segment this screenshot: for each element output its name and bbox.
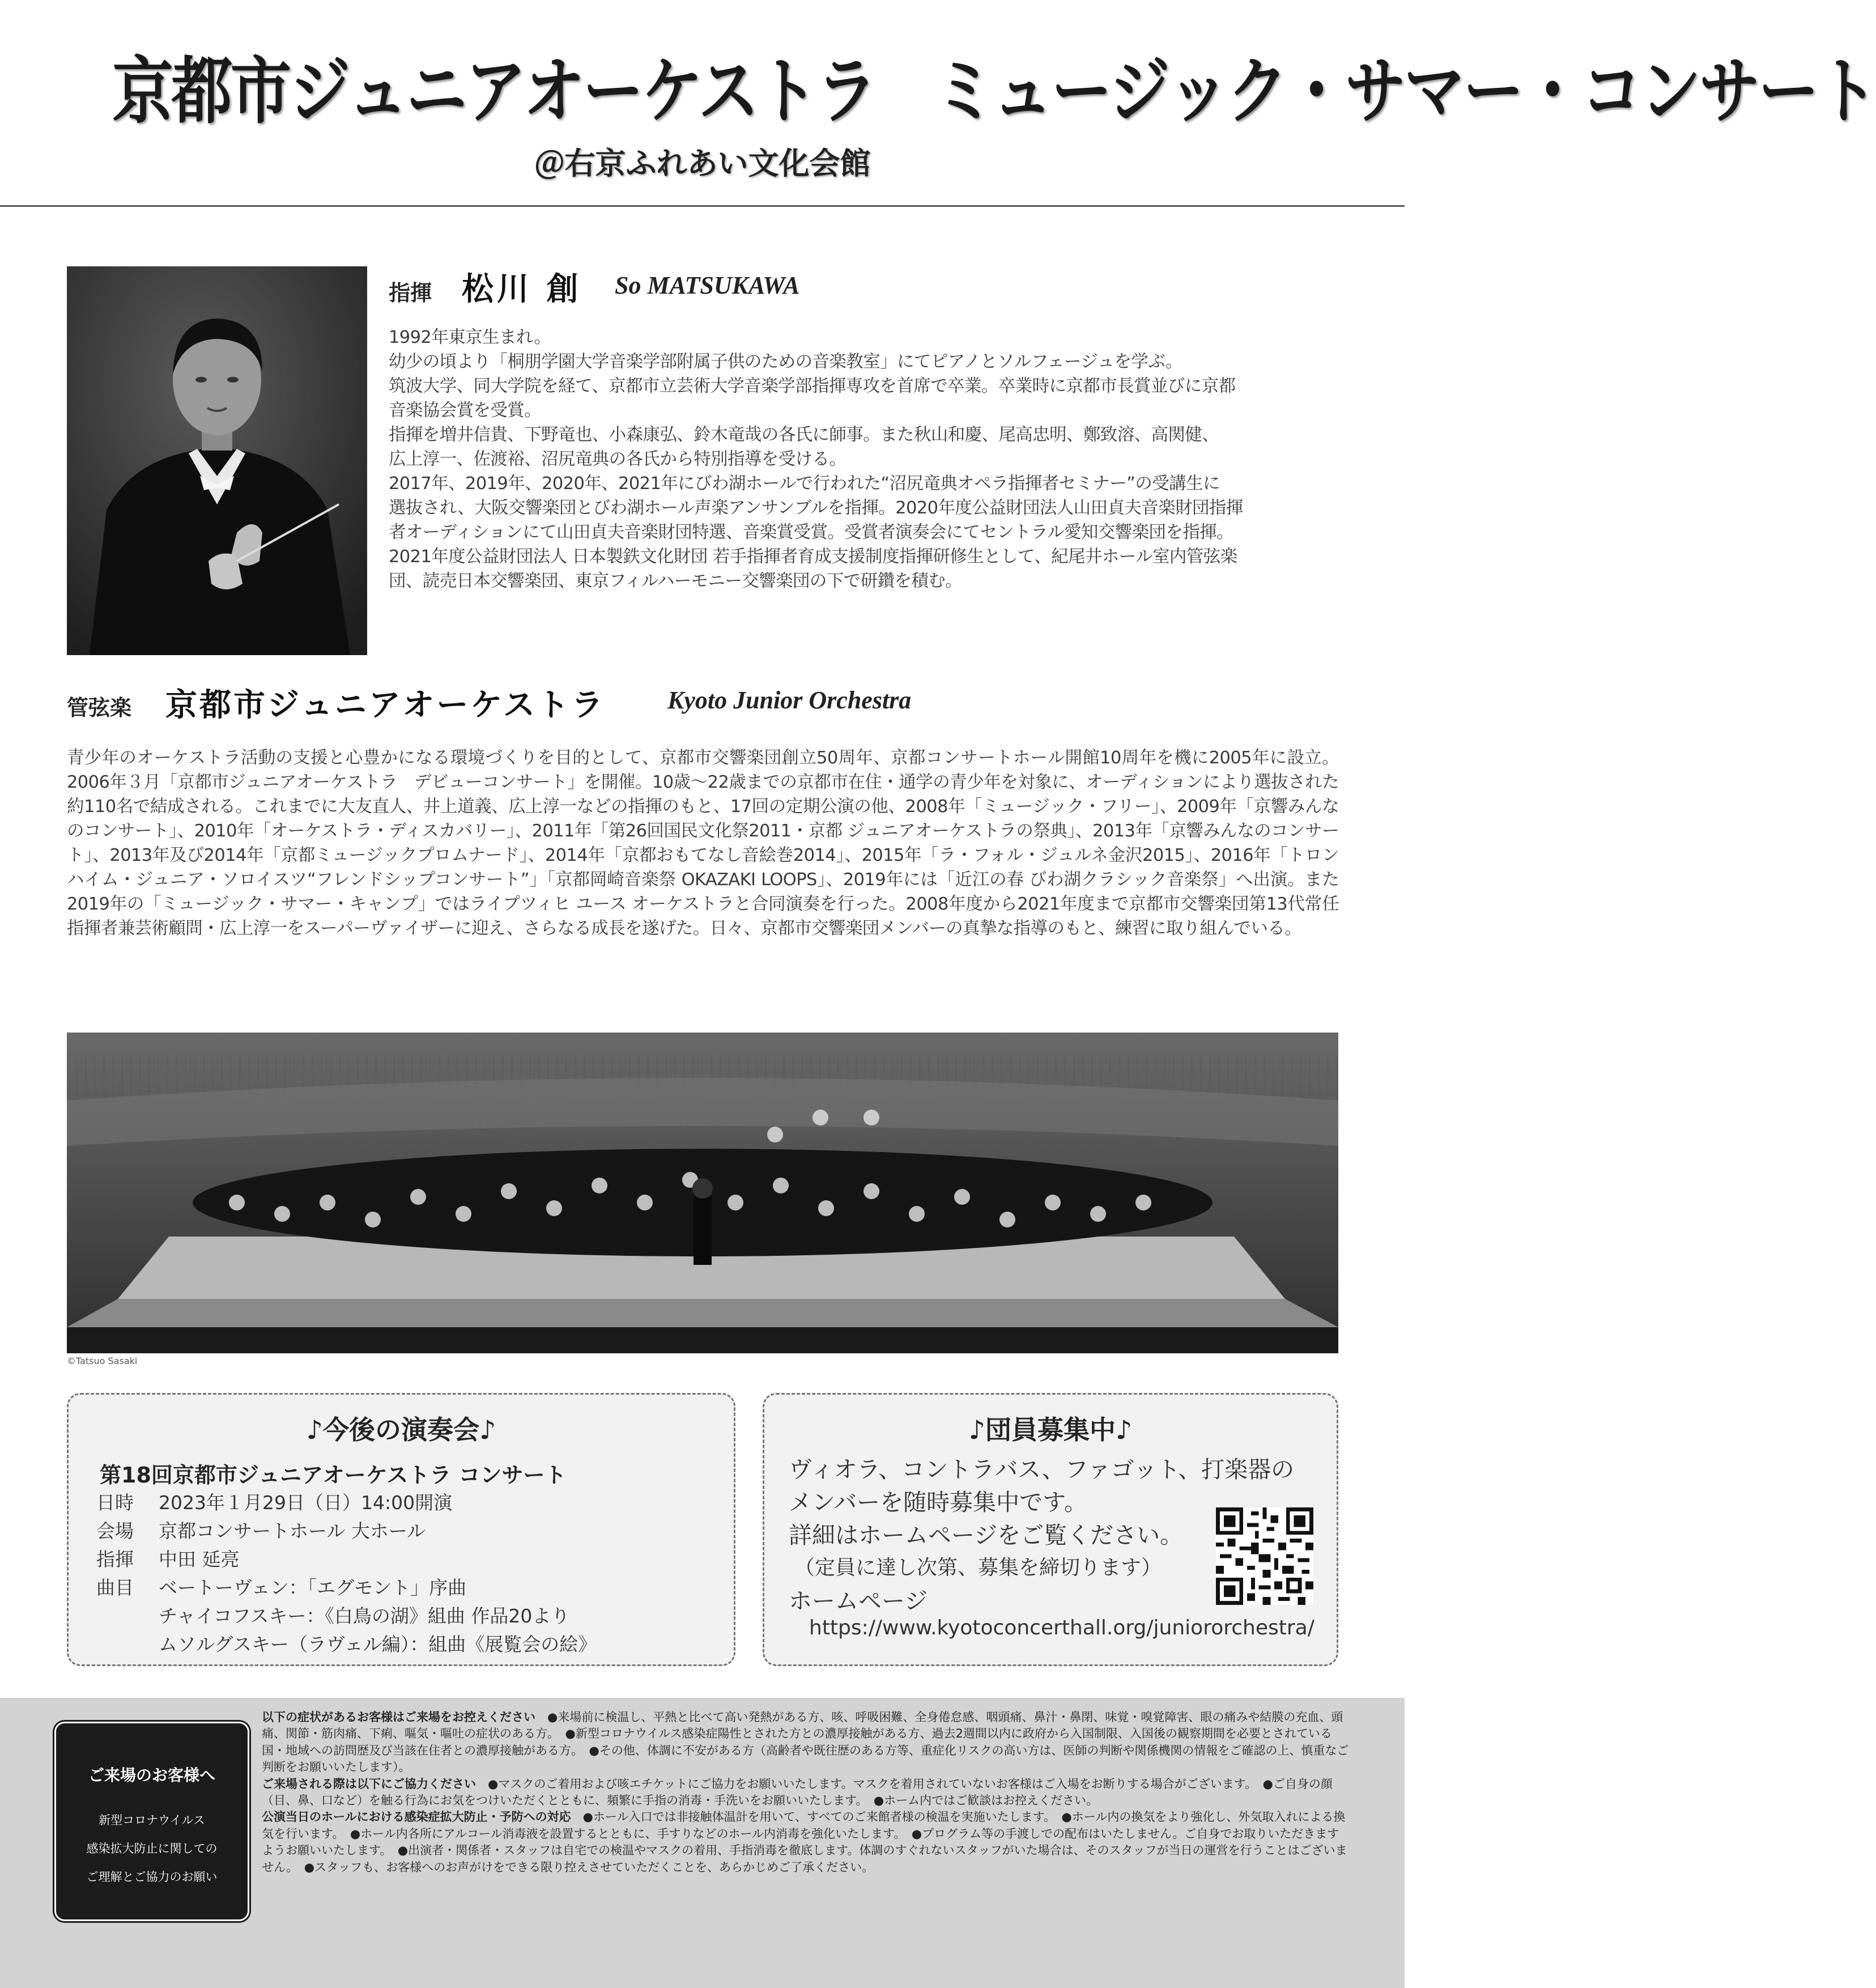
event-row-label: 曲目 [96, 1577, 134, 1599]
event-row-label: 指揮 [96, 1548, 134, 1570]
notice-heading: 以下の症状があるお客様はご来場をお控えください [262, 1710, 535, 1724]
event-row-date [96, 1488, 453, 1515]
notice-subtitle-line: 新型コロナウイルス [99, 1813, 205, 1827]
recruit-line: （定員に達し次第、募集を締切ります） [794, 1556, 1162, 1579]
notice-heading: 公演当日のホールにおける感染症拡大防止・予防への対応 [262, 1810, 571, 1824]
bio-line: 指揮を増井信貴、下野竜也、小森康弘、鈴木竜哉の各氏に師事。また秋山和慶、尾高忠明、鄭致溶、高関健、 [389, 425, 1219, 445]
notice-body: ●来場前に検温し、平熱と比べて高い発熱がある方、咳、呼吸困難、全身倦怠感、咽頭痛、鼻汁・鼻閉、味覚・嗅覚障害、眼の痛みや結膜の充血、頭痛、関節・筋肉痛、下痢、嘔気・嘔吐の症状のある方。 ●新型コロナウイルス感染症陽性とされた方との濃厚接触がある方、過去2週間以内に政府から入国制限、入国後の観察期間を必要とされている国・地域への訪問歴及び当該在住者との濃厚接触がある方。 ●その他、体調に不安がある方（高齢者や既往歴のある方等、重症化リスクの高い方は、医師の判断や関係機関の情報をご確認の上、慎重なご判断をお願いいたします）。 [262, 1710, 1349, 1774]
event-row-label: 日時 [96, 1492, 134, 1514]
qr-code-icon[interactable] [1216, 1507, 1313, 1605]
venue-subtitle: ＠右京ふれあい文化会館 [534, 146, 871, 181]
upcoming-heading: ♪今後の演奏会♪ [306, 1414, 496, 1445]
orchestra-description: 青少年のオーケストラ活動の支援と心豊かになる環境づくりを目的として、京都市交響楽団創立50周年、京都コンサートホール開館10周年を機に2005年に設立。2006年３月「京都市ジュニアオーケストラ デビューコンサート」を開催。10歳〜22歳までの京都市在住・通学の青少年を対象に、オーディションにより選抜された約110名で結成される。これまでに大友直人、井上道義、広上淳一などの指揮のもと、17回の定期公演の他、2008年「ミュージック・フリー」、2009年「京響みんなのコンサート」、2010年「オーケストラ・ディスカバリー」、2011年「第26回国民文化祭2011・京都 ジュニアオーケストラの祭典」、2013年「京響みんなのコンサート」、2013年及び2014年「京都ミュージックプロムナード」、2014年「京都おもてなし音絵巻2014」、2015年「ラ・フォル・ジュルネ金沢2015」、2016年「トロンハイム・ジュニア・ソロイスツ“フレンドシップコンサート”」「京都岡崎音楽祭 OKAZAKI LOOPS」、2019年には「近江の春 びわ湖クラシック音楽祭」へ出演。また2019年の「ミュージック・サマー・キャンプ」ではライプツィヒ ユース オーケストラと合同演奏を行った。2008年度から2021年度まで京都市交響楽団第13代常任指揮者兼芸術顧問・広上淳一をスーパーヴァイザーに迎え、さらなる成長を遂げた。日々、京都市交響楽団メンバーの真摯な指導のもと、練習に取り組んでいる。 [67, 748, 1339, 938]
conductor-photo [67, 266, 367, 655]
event-row-label: 会場 [96, 1520, 134, 1542]
conductor-role: 指揮 [389, 280, 432, 305]
notice-body: ●マスクのご着用および咳エチケットにご協力をお願いいたします。マスクを着用されていないお客様はご入場をお断りする場合がございます。 ●ご自身の顔（目、鼻、口など）を触る行為にお気をつけいただくとともに、頻繁に手指の消毒・手洗いをお願いいたします。 ●ホーム内ではご歓談はお控えください。 [262, 1777, 1333, 1808]
event-row-value: ムソルグスキー（ラヴェル編）：組曲《展覧会の絵》 [159, 1633, 597, 1655]
bio-line: 団、読売日本交響楽団、東京フィルハーモニー交響楽団の下で研鑽を積む。 [389, 571, 963, 591]
notice-subtitle [56, 1806, 248, 1891]
notice-title: ご来場のお客様へ [88, 1766, 215, 1785]
event-row-program [96, 1602, 570, 1627]
event-row-value: ベートーヴェン：「エグモント」序曲 [159, 1577, 467, 1599]
recruit-line: メンバーを随時募集中です。 [789, 1489, 1087, 1516]
conductor-bio [389, 325, 1346, 593]
notice-subtitle-line: ご理解とご協力のお願い [86, 1870, 218, 1884]
recruit-line: 詳細はホームページをご覧ください。 [789, 1522, 1184, 1549]
orchestra-name: 京都市ジュニアオーケストラ [165, 686, 606, 724]
conductor-name-en: So MATSUKAWA [615, 271, 800, 299]
notice-subtitle-line: 感染拡大防止に関しての [86, 1842, 218, 1855]
bio-line: 2017年、2019年、2020年、2021年にびわ湖ホールで行われた“沼尻竜典オペラ指揮者セミナー”の受講生に [389, 474, 1220, 494]
bio-line: 者オーディションにて山田貞夫音楽財団特選、音楽賞受賞。受賞者演奏会にてセントラル愛知交響楽団を指揮。 [389, 523, 1234, 542]
recruit-heading: ♪団員募集中♪ [968, 1414, 1133, 1445]
notice-text [262, 1709, 1350, 1876]
bio-line: 選抜され、大阪交響楽団とびわ湖ホール声楽アンサンブルを指揮。2020年度公益財団法人山田貞夫音楽財団指揮 [389, 498, 1243, 518]
header-divider [0, 205, 1405, 207]
recruit-line: ヴィオラ、コントラバス、ファゴット、打楽器の [789, 1456, 1295, 1483]
orchestra-role: 管弦楽 [67, 695, 132, 720]
homepage-link[interactable]: https://www.kyotoconcerthall.org/juniororchestra/ [809, 1616, 1315, 1639]
notice-heading: ご来場される際は以下にご協力ください [262, 1777, 476, 1791]
event-row-program [96, 1630, 597, 1655]
notice-body: ●ホール入口では非接触体温計を用いて、すべてのご来館者様の検温を実施いたします。 ●ホール内の換気をより強化し、外気取入れによる換気を行います。 ●ホール内各所にアルコール消毒液を設置するとともに、手すりなどのホール内消毒を強化いたします。 ●プログラム等の手渡しでの配布はいたしません。ご自身でお取りいただきますようお願いいたします。 ●出演者・関係者・スタッフは自宅での検温やマスクの着用、手指消毒を徹底します。体調のすぐれないスタッフがいた場合は、そのスタッフが当日の運営を行うことはございません。 ●スタッフも、お客様へのお声がけをできる限り控えさせていただくことを、あらかじめご了承ください。 [262, 1810, 1347, 1874]
event-name: 第18回京都市ジュニアオーケストラ コンサート [100, 1463, 567, 1488]
recruit-line: ホームページ [789, 1587, 928, 1615]
event-row-value: チャイコフスキー：《白鳥の湖》組曲 作品20より [159, 1605, 570, 1627]
bio-line: 音楽協会賞を受賞。 [389, 401, 542, 420]
notice-label-box [54, 1722, 249, 1921]
orchestra-photo [67, 1033, 1338, 1353]
bio-line: 1992年東京生まれ。 [389, 328, 551, 347]
orchestra-name-en: Kyoto Junior Orchestra [667, 686, 912, 714]
event-row-value: 2023年１月29日（日）14:00開演 [159, 1492, 453, 1514]
event-row-venue [96, 1517, 426, 1543]
bio-line: 幼少の頃より「桐朋学園大学音楽学部附属子供のための音楽教室」にてピアノとソルフェージュを学ぶ。 [389, 352, 1182, 372]
bio-line: 広上淳一、佐渡裕、沼尻竜典の各氏から特別指導を受ける。 [389, 449, 846, 469]
conductor-name: 松川 創 [462, 270, 582, 308]
event-row-value: 中田 延亮 [159, 1548, 240, 1570]
event-row-conductor [96, 1545, 240, 1571]
bio-line: 2021年度公益財団法人 日本製鉄文化財団 若手指揮者育成支援制度指揮研修生として、紀尾井ホール室内管弦楽 [389, 547, 1237, 567]
photo-credit: ©Tatsuo Sasaki [67, 1356, 138, 1366]
event-row-program [96, 1573, 467, 1600]
bio-line: 筑波大学、同大学院を経て、京都市立芸術大学音楽学部指揮専攻を首席で卒業。卒業時に京都市長賞並びに京都 [389, 376, 1236, 396]
page-title: 京都市ジュニアオーケストラ ミュージック・サマー・コンサート [112, 49, 1876, 134]
event-row-value: 京都コンサートホール 大ホール [159, 1520, 426, 1542]
